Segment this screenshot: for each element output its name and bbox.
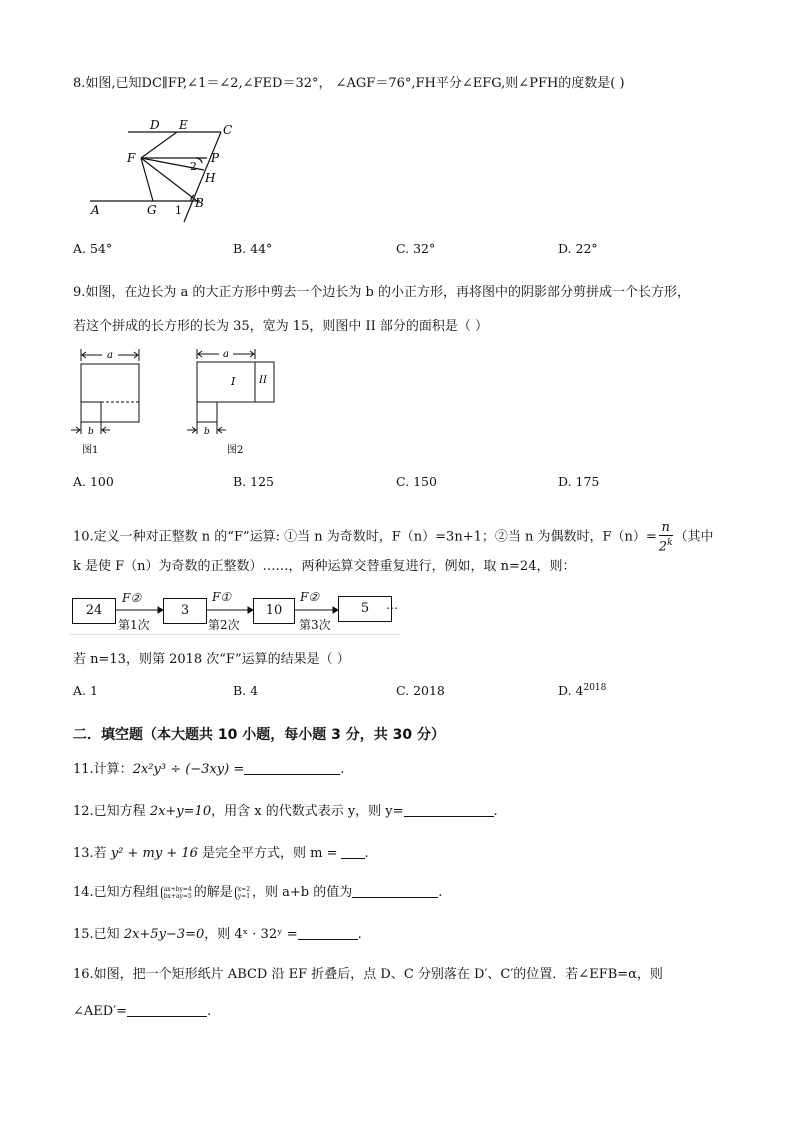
flow-box-5: 5: [338, 596, 392, 622]
q8-label-H: H: [205, 171, 216, 185]
q8-option-b[interactable]: B. 44°: [233, 241, 273, 256]
q9-figure-1: [70, 347, 150, 457]
q10-option-b[interactable]: B. 4: [233, 683, 259, 698]
q9-option-b[interactable]: B. 125: [233, 474, 274, 489]
q14-solution-system: x=2 y=1: [235, 886, 250, 900]
q15: 15.已知 2x+5y−3=0，则 4ˣ · 32ʸ = .: [73, 927, 362, 942]
flow-step-1: 第1次: [118, 618, 150, 632]
q10-stem-line3: 若 n=13，则第 2018 次“F”运算的结果是（ ）: [73, 652, 350, 667]
q9-fig2-label-II: II: [259, 375, 267, 386]
q9-fig2-label-I: I: [231, 375, 236, 388]
q8-label-G: G: [147, 203, 157, 217]
q10-stem-line2: k 是使 F（n）为奇数的正整数）……，两种运算交替重复进行，例如，取 n=24，则：: [73, 559, 576, 574]
q8-geometry-figure: [85, 112, 235, 227]
flow-op-2: F①: [212, 590, 232, 604]
q16-stem-line2: ∠AED′= .: [73, 1004, 212, 1019]
q10-option-a[interactable]: A. 1: [73, 683, 98, 698]
q13-expression: y² + my + 16: [110, 846, 198, 861]
q8-label-A: A: [91, 203, 100, 217]
section-2-title: 二．填空题（本大题共 10 小题，每小题 3 分，共 30 分）: [73, 727, 445, 743]
flow-box-24: 24: [72, 598, 116, 624]
q8-label-F: F: [127, 151, 136, 165]
q15-answer-blank[interactable]: [298, 927, 358, 940]
q13: 13.若 y² + my + 16 是完全平方式，则 m = .: [73, 846, 369, 861]
q12: 12.已知方程 2x+y=10，用含 x 的代数式表示 y，则 y= .: [73, 804, 498, 819]
flow-ellipsis: …: [386, 598, 398, 612]
q9-figure-2: [186, 347, 281, 457]
q10-option-d-exponent: 2018: [583, 683, 607, 693]
q8-label-B: B: [195, 196, 204, 210]
q9-fig1-caption: 图1: [82, 445, 99, 456]
q8-option-c[interactable]: C. 32°: [396, 241, 436, 256]
q9-stem-line2: 若这个拼成的长方形的长为 35，宽为 15，则图中 II 部分的面积是（ ）: [73, 319, 489, 334]
q8-label-D: D: [150, 118, 160, 132]
q10-stem-line1: [73, 521, 714, 554]
q8-stem: 8.如图,已知DC∥FP,∠1＝∠2,∠FED＝32°， ∠AGF＝76°,FH平分∠EFG,则∠PFH的度数是( ): [73, 76, 625, 91]
q8-label-P: P: [211, 151, 220, 165]
q10-option-d[interactable]: D. $4^{2018}$: [558, 683, 607, 699]
q12-answer-blank[interactable]: [404, 804, 494, 817]
flow-op-3: F②: [300, 590, 320, 604]
q11-expression: 2x²y³ ÷ (−3xy) =: [132, 762, 245, 777]
q14-equation-system: ax+by=4 bx+ay=5: [161, 886, 192, 900]
flow-step-3: 第3次: [299, 618, 331, 632]
q9-fig1-label-b: b: [88, 427, 94, 437]
q9-fig2-caption: 图2: [227, 445, 244, 456]
q9-stem-line1: 9.如图，在边长为 a 的大正方形中剪去一个边长为 b 的小正方形，再将图中的阴影部分剪拼成一个长方形，: [73, 285, 691, 300]
q9-option-a[interactable]: A. 100: [73, 474, 114, 489]
q8-option-a[interactable]: A. 54°: [73, 241, 113, 256]
q10-option-c[interactable]: C. 2018: [396, 683, 445, 698]
q11: 11.计算：2x²y³ ÷ (−3xy) = .: [73, 762, 345, 777]
q15-equation: 2x+5y−3=0: [123, 927, 205, 942]
flow-step-2: 第2次: [208, 618, 240, 632]
q16-answer-blank[interactable]: [127, 1004, 207, 1017]
q11-answer-blank[interactable]: [244, 762, 340, 775]
q9-fig2-label-b: b: [204, 427, 210, 437]
q8-label-1: 1: [175, 204, 182, 217]
q14-answer-blank[interactable]: [352, 885, 438, 898]
q10-fraction: $\frac{n}{2^k}$: [658, 520, 673, 555]
q12-equation: 2x+y=10: [149, 804, 212, 819]
q8-label-2: 2: [190, 160, 197, 173]
flow-box-3: 3: [163, 598, 207, 624]
q9-option-c[interactable]: C. 150: [396, 474, 437, 489]
q9-fig1-label-a: a: [107, 350, 113, 361]
q10-stem-line1-text: 10.定义一种对正整数 n 的“F”运算: ①当 n 为奇数时，F（n）=3n+1；②当 n 为偶数时，F（n）=: [73, 529, 657, 545]
q10-flow-diagram: [70, 590, 400, 635]
q8-label-C: C: [223, 123, 233, 137]
q9-fig2-label-a: a: [223, 349, 229, 360]
flow-box-10: 10: [253, 598, 295, 624]
q8-option-d[interactable]: D. 22°: [558, 241, 598, 256]
q16-stem-line1: 16.如图，把一个矩形纸片 ABCD 沿 EF 折叠后，点 D、C 分别落在 D′、C′的位置．若∠EFB=α，则: [73, 967, 663, 982]
q8-label-E: E: [179, 118, 188, 132]
q13-answer-blank[interactable]: [341, 846, 365, 859]
q10-stem-line1-end: （其中: [674, 529, 714, 545]
q14: 14.已知方程组 ax+by=4 bx+ay=5 的解是 x=2 y=1 ，则 a+b 的值为 .: [73, 885, 443, 900]
q9-option-d[interactable]: D. 175: [558, 474, 600, 489]
flow-op-1: F②: [122, 591, 142, 605]
